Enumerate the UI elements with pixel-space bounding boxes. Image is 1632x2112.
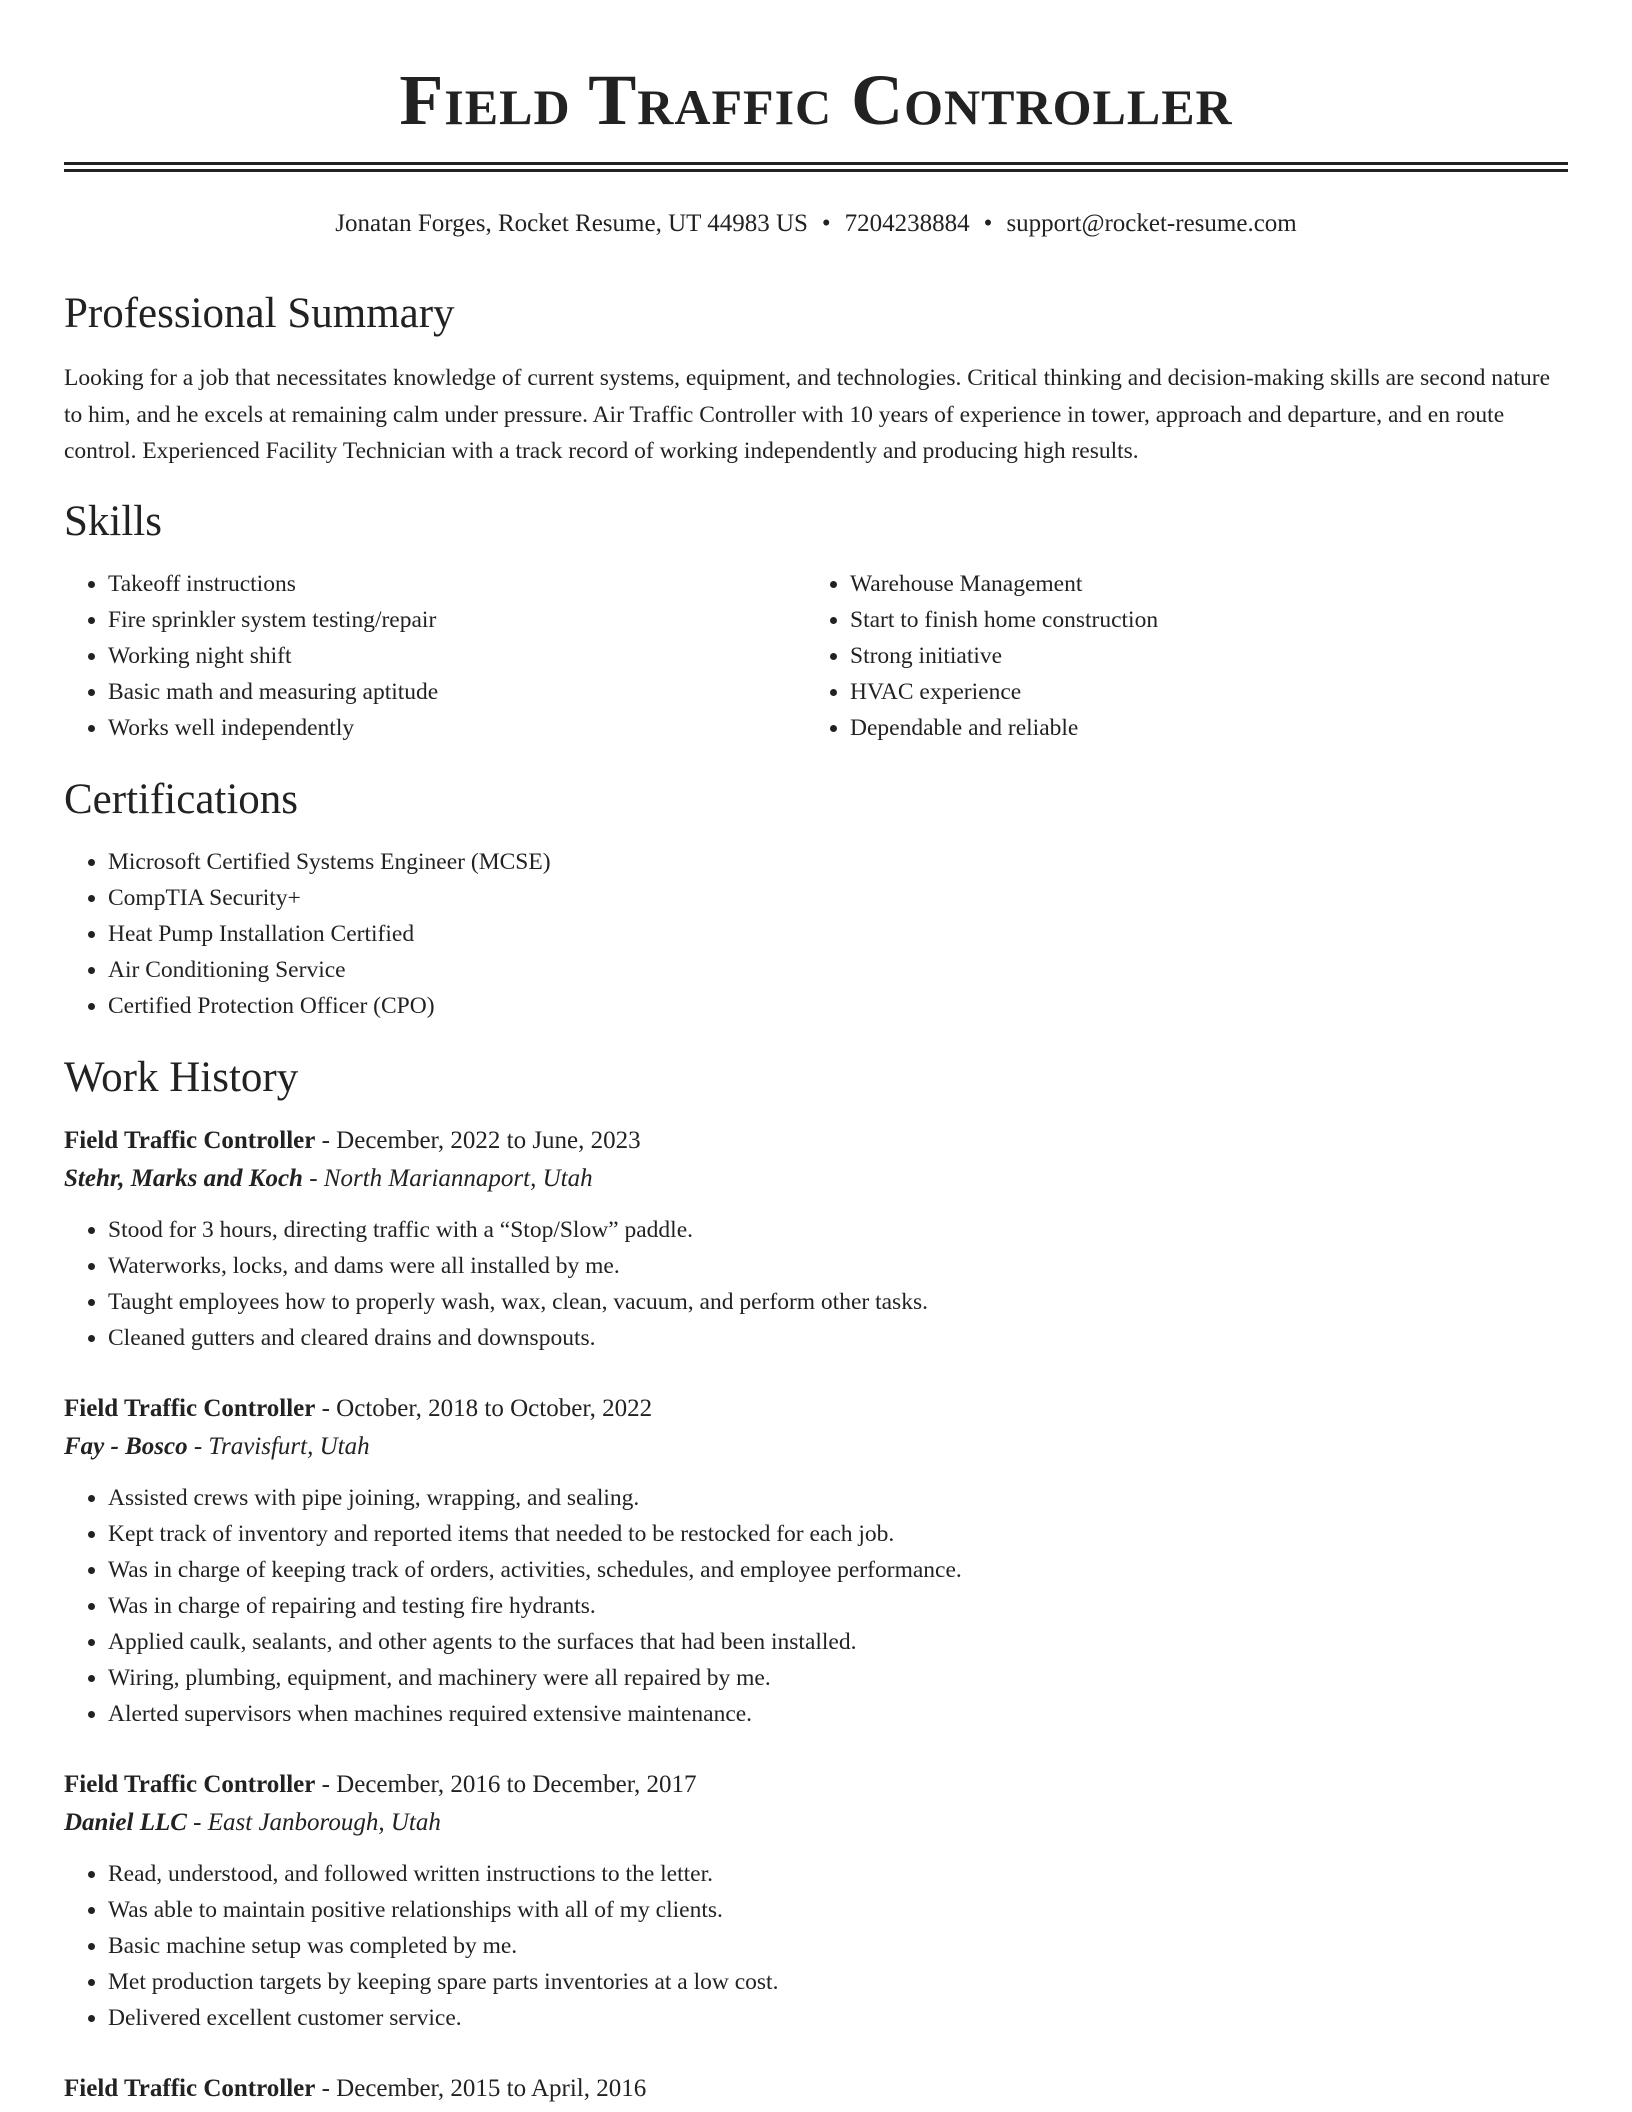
job-bullet: • Was able to maintain positive relationships with all of my clients.: [108, 1892, 1568, 1928]
resume-title: Field Traffic Controller: [399, 60, 1233, 140]
job-dates: - December, 2016 to December, 2017: [315, 1770, 697, 1798]
job-location: - Travisfurt, Utah: [187, 1432, 370, 1460]
skill-item: • HVAC experience: [850, 674, 1548, 710]
title-double-rule: [64, 162, 1568, 172]
job-title-line: [64, 1390, 1568, 1428]
summary-heading: Professional Summary: [64, 290, 455, 337]
certification-item: • Air Conditioning Service: [108, 952, 1568, 988]
certifications-heading: Certifications: [64, 775, 299, 823]
skill-item: • Warehouse Management: [850, 566, 1548, 602]
job-title: Field Traffic Controller: [64, 2074, 316, 2102]
skills-heading: Skills: [64, 497, 162, 545]
job-bullet: • Read, understood, and followed written instructions to the letter.: [108, 1856, 1568, 1892]
skills-list-left: [64, 566, 806, 746]
job-dates: - December, 2015 to April, 2016: [315, 2074, 647, 2102]
job-bullet: • Wiring, plumbing, equipment, and machinery were all repaired by me.: [108, 1660, 1568, 1696]
contact-address: Jonatan Forges, Rocket Resume, UT 44983 US: [335, 210, 808, 237]
job-company-line: [64, 1428, 1568, 1466]
contact-phone: 7204238884: [844, 210, 970, 237]
job-bullet: • Assisted crews with pipe joining, wrapping, and sealing.: [108, 1480, 1568, 1516]
job-bullet: • Stood for 3 hours, directing traffic with a “Stop/Slow” paddle.: [108, 1212, 1568, 1248]
certification-item: • Certified Protection Officer (CPO): [108, 988, 1568, 1024]
summary-section: [64, 288, 1568, 470]
skill-item: • Strong initiative: [850, 638, 1548, 674]
job-bullet: • Waterworks, locks, and dams were all installed by me.: [108, 1248, 1568, 1284]
work-history-section: [64, 1052, 1568, 2108]
contact-line: [64, 208, 1568, 240]
job-company-line: [64, 1160, 1568, 1198]
job-title-line: [64, 1122, 1568, 1160]
job-location: - North Mariannaport, Utah: [302, 1164, 593, 1192]
job-company-line: [64, 1804, 1568, 1842]
job-bullet: • Alerted supervisors when machines required extensive maintenance.: [108, 1696, 1568, 1732]
job-bullet: • Was in charge of repairing and testing fire hydrants.: [108, 1588, 1568, 1624]
job-title-line: [64, 2070, 1568, 2108]
skills-list-right: [806, 566, 1548, 746]
job-dates: - October, 2018 to October, 2022: [315, 1394, 653, 1422]
job-bullet: • Kept track of inventory and reported items that needed to be restocked for each job.: [108, 1516, 1568, 1552]
skill-item: • Fire sprinkler system testing/repair: [108, 602, 806, 638]
job-entry: [64, 1766, 1568, 2036]
skill-item: • Basic math and measuring aptitude: [108, 674, 806, 710]
contact-separator: •: [983, 210, 993, 237]
job-bullet-list: [64, 1480, 1568, 1732]
certifications-section: [64, 774, 1568, 1024]
skill-item: • Dependable and reliable: [850, 710, 1548, 746]
resume-page: [64, 0, 1568, 2108]
job-company: Daniel LLC: [64, 1808, 187, 1836]
job-title: Field Traffic Controller: [64, 1770, 316, 1798]
job-entry: [64, 1390, 1568, 1732]
job-bullet-list: [64, 1856, 1568, 2036]
summary-text: Looking for a job that necessitates knowledge of current systems, equipment, and technologies. Critical thinking and decision-making skills are second nature to him, and he excels at remaining calm under pressure. Air Traffic Controller with 10 years of experience in tower, approach and departure, and en route control. Experienced Facility Technician with a track record of working independently and producing high results.: [64, 365, 1550, 464]
job-bullet: • Applied caulk, sealants, and other agents to the surfaces that had been installed.: [108, 1624, 1568, 1660]
contact-email: support@rocket-resume.com: [1006, 210, 1297, 237]
job-dates: - December, 2022 to June, 2023: [315, 1126, 641, 1154]
certifications-list: [64, 844, 1568, 1024]
job-title: Field Traffic Controller: [64, 1394, 316, 1422]
job-company: Fay - Bosco: [64, 1432, 188, 1460]
skill-item: • Start to finish home construction: [850, 602, 1548, 638]
job-bullet: • Basic machine setup was completed by me.: [108, 1928, 1568, 1964]
skill-item: • Working night shift: [108, 638, 806, 674]
job-bullet: • Met production targets by keeping spare parts inventories at a low cost.: [108, 1964, 1568, 2000]
contact-separator: •: [821, 210, 831, 237]
work-history-heading: Work History: [64, 1053, 299, 1101]
skill-item: • Works well independently: [108, 710, 806, 746]
job-bullet: • Delivered excellent customer service.: [108, 2000, 1568, 2036]
job-title-line: [64, 1766, 1568, 1804]
job-company: Stehr, Marks and Koch: [64, 1164, 303, 1192]
certification-item: • CompTIA Security+: [108, 880, 1568, 916]
skills-column-right: [806, 566, 1548, 746]
skills-section: [64, 496, 1568, 746]
skills-column-left: [64, 566, 806, 746]
skills-columns: [64, 566, 1568, 746]
certification-item: • Microsoft Certified Systems Engineer (MCSE): [108, 844, 1568, 880]
job-location: - East Janborough, Utah: [186, 1808, 441, 1836]
job-entry: [64, 2070, 1568, 2108]
job-bullet: • Cleaned gutters and cleared drains and downspouts.: [108, 1320, 1568, 1356]
job-bullet-list: [64, 1212, 1568, 1356]
certification-item: • Heat Pump Installation Certified: [108, 916, 1568, 952]
job-bullet: • Taught employees how to properly wash, wax, clean, vacuum, and perform other tasks.: [108, 1284, 1568, 1320]
job-entry: [64, 1122, 1568, 1356]
job-title: Field Traffic Controller: [64, 1126, 316, 1154]
skill-item: • Takeoff instructions: [108, 566, 806, 602]
job-bullet: • Was in charge of keeping track of orders, activities, schedules, and employee performance.: [108, 1552, 1568, 1588]
